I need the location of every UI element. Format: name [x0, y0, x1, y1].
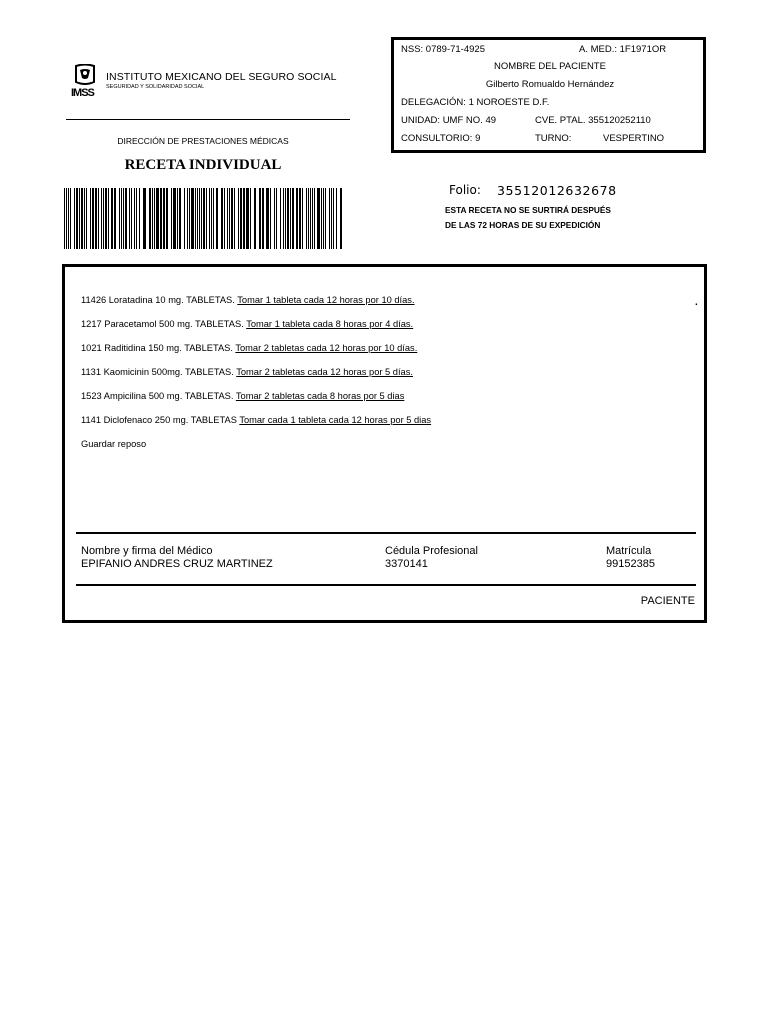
barcode-bar: [211, 188, 212, 249]
barcode-bar: [240, 188, 242, 249]
barcode-bar: [98, 188, 99, 249]
prescription-item: [81, 415, 431, 425]
barcode-bar: [299, 188, 301, 249]
barcode-bar: [243, 188, 245, 249]
barcode-bar: [285, 188, 286, 249]
barcode-bar: [227, 188, 228, 249]
patient-name: Gilberto Romualdo Hernández: [485, 79, 615, 90]
barcode-bar: [74, 188, 75, 249]
patient-header: NOMBRE DEL PACIENTE: [494, 61, 606, 72]
imss-logo: [71, 64, 99, 98]
barcode-bar: [81, 188, 83, 249]
barcode-bar: [125, 188, 127, 249]
barcode-bar: [189, 188, 190, 249]
barcode-bar: [103, 188, 104, 249]
barcode-bar: [95, 188, 97, 249]
a-med: A. MED.: 1F1971OR: [579, 44, 667, 55]
barcode-bar: [199, 188, 200, 249]
instructions: Tomar cada 1 tableta cada 12 horas por 5 dias: [239, 415, 432, 425]
prescription-box: [62, 264, 707, 623]
barcode-bar: [287, 188, 289, 249]
barcode-bar: [262, 188, 264, 249]
cedula-value: 3370141: [385, 558, 428, 570]
barcode-bar: [292, 188, 294, 249]
barcode-bar: [314, 188, 315, 249]
barcode-bar: [329, 188, 330, 249]
barcode-bar: [274, 188, 275, 249]
medication: 1141 Diclofenaco 250 mg. TABLETAS: [81, 415, 240, 425]
barcode-bar: [231, 188, 233, 249]
barcode-bar: [86, 188, 87, 249]
medication: 1217 Paracetamol 500 mg. TABLETAS.: [81, 319, 247, 329]
unidad: UNIDAD: UMF NO. 49: [401, 115, 497, 126]
barcode-bar: [179, 188, 181, 249]
barcode-bar: [308, 188, 309, 249]
barcode-bar: [276, 188, 277, 249]
barcode-bar: [310, 188, 311, 249]
barcode-bar: [191, 188, 194, 249]
medication: 1021 Raditidina 150 mg. TABLETAS.: [81, 343, 236, 353]
barcode-bar: [250, 188, 251, 249]
barcode-bar: [139, 188, 140, 249]
barcode-bar: [101, 188, 102, 249]
barcode-bar: [66, 188, 67, 249]
barcode: [64, 188, 344, 249]
barcode-bar: [336, 188, 337, 249]
header-divider: [66, 119, 350, 120]
barcode-bar: [333, 188, 334, 249]
folio-label: Folio:: [449, 183, 481, 197]
barcode-bar: [70, 188, 71, 249]
turno-label: TURNO:: [535, 133, 572, 144]
barcode-bar: [201, 188, 202, 249]
barcode-bar: [143, 188, 146, 249]
barcode-bar: [166, 188, 168, 249]
instructions: Tomar 1 tableta cada 12 horas por 10 días.: [237, 295, 415, 305]
barcode-bar: [134, 188, 135, 249]
barcode-bar: [76, 188, 78, 249]
barcode-bar: [221, 188, 223, 249]
consultorio: CONSULTORIO: 9: [401, 133, 481, 144]
barcode-bar: [331, 188, 332, 249]
barcode-bar: [195, 188, 196, 249]
signature-divider: [76, 532, 696, 534]
barcode-bar: [340, 188, 342, 249]
cve-ptal: CVE. PTAL. 355120252110: [535, 115, 651, 126]
barcode-bar: [149, 188, 151, 249]
barcode-bar: [246, 188, 249, 249]
barcode-bar: [283, 188, 284, 249]
prescription-item: [81, 319, 413, 329]
barcode-bar: [296, 188, 298, 249]
medication: 1131 Kaomicinin 500mg. TABLETAS.: [81, 367, 237, 377]
matricula-value: 99152385: [606, 558, 655, 570]
copy-label: PACIENTE: [640, 595, 695, 607]
barcode-bar: [302, 188, 303, 249]
barcode-bar: [114, 188, 116, 249]
delegacion: DELEGACIÓN: 1 NOROESTE D.F.: [401, 97, 550, 108]
expiry-warning-line1: ESTA RECETA NO SE SURTIRÁ DESPUÉS: [445, 205, 611, 215]
barcode-bar: [136, 188, 137, 249]
department-name: DIRECCIÓN DE PRESTACIONES MÉDICAS: [117, 136, 289, 146]
nss: NSS: 0789-71-4925: [401, 44, 485, 55]
barcode-bar: [64, 188, 65, 249]
instructions: Tomar 2 tabletas cada 12 horas por 10 días.: [235, 343, 418, 353]
instructions: Tomar 1 tableta cada 8 horas por 4 días.: [246, 319, 414, 329]
institution-subtitle: SEGURIDAD Y SOLIDARIDAD SOCIAL: [106, 84, 205, 90]
barcode-bar: [119, 188, 120, 249]
barcode-bar: [209, 188, 210, 249]
barcode-bar: [131, 188, 132, 249]
barcode-bar: [154, 188, 155, 249]
prescription-item: [81, 295, 415, 305]
barcode-bar: [129, 188, 130, 249]
barcode-bar: [290, 188, 291, 249]
barcode-bar: [306, 188, 307, 249]
barcode-bar: [216, 188, 218, 249]
prescription-item: [81, 391, 404, 401]
stray-mark: .: [695, 297, 698, 308]
barcode-bar: [321, 188, 322, 249]
instructions: Tomar 2 tabletas cada 8 horas por 5 dias: [235, 391, 405, 401]
prescription-item: [81, 343, 417, 353]
prescription-item: [81, 367, 413, 377]
barcode-bar: [270, 188, 271, 249]
barcode-bar: [163, 188, 165, 249]
barcode-bar: [280, 188, 281, 249]
barcode-bar: [213, 188, 214, 249]
barcode-bar: [266, 188, 269, 249]
barcode-bar: [79, 188, 80, 249]
turno-value: VESPERTINO: [603, 133, 665, 144]
barcode-bar: [123, 188, 124, 249]
barcode-bar: [160, 188, 162, 249]
barcode-bar: [206, 188, 207, 249]
doctor-name: EPIFANIO ANDRES CRUZ MARTINEZ: [81, 558, 273, 570]
barcode-bar: [234, 188, 235, 249]
barcode-bar: [197, 188, 198, 249]
cedula-label: Cédula Profesional: [385, 545, 478, 557]
logo-text: IMSS: [71, 87, 94, 98]
barcode-bar: [152, 188, 153, 249]
barcode-bar: [84, 188, 85, 249]
form-title: RECETA INDIVIDUAL: [124, 157, 282, 173]
institution-name: INSTITUTO MEXICANO DEL SEGURO SOCIAL: [106, 71, 337, 83]
barcode-bar: [171, 188, 172, 249]
barcode-bar: [238, 188, 239, 249]
barcode-bar: [323, 188, 324, 249]
barcode-bar: [184, 188, 185, 249]
barcode-bar: [312, 188, 313, 249]
medication: 1523 Ampicilina 500 mg. TABLETAS.: [81, 391, 236, 401]
folio-number: 35512012632678: [497, 183, 617, 198]
barcode-bar: [325, 188, 326, 249]
barcode-bar: [317, 188, 320, 249]
barcode-bar: [173, 188, 176, 249]
barcode-bar: [177, 188, 178, 249]
barcode-bar: [105, 188, 107, 249]
barcode-bar: [108, 188, 109, 249]
barcode-bar: [111, 188, 113, 249]
barcode-bar: [259, 188, 261, 249]
instructions: Tomar 2 tabletas cada 12 horas por 5 días.: [236, 367, 413, 377]
barcode-bar: [224, 188, 225, 249]
doctor-label: Nombre y firma del Médico: [81, 545, 213, 557]
barcode-bar: [92, 188, 94, 249]
barcode-bar: [203, 188, 205, 249]
barcode-bar: [229, 188, 230, 249]
matricula-label: Matrícula: [606, 545, 652, 557]
barcode-bar: [156, 188, 159, 249]
expiry-warning-line2: DE LAS 72 HORAS DE SU EXPEDICIÓN: [445, 220, 601, 230]
barcode-bar: [90, 188, 91, 249]
barcode-bar: [187, 188, 188, 249]
medication: 11426 Loratadina 10 mg. TABLETAS.: [81, 295, 238, 305]
copy-divider: [76, 584, 696, 586]
barcode-bar: [121, 188, 122, 249]
barcode-bar: [68, 188, 69, 249]
prescription-note: Guardar reposo: [81, 439, 147, 449]
barcode-bar: [254, 188, 256, 249]
